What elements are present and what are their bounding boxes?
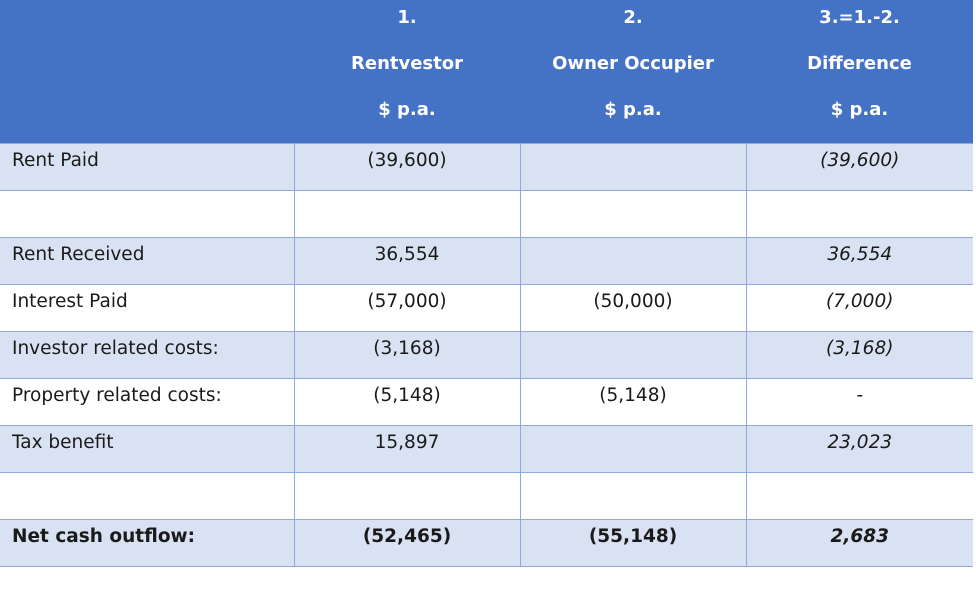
difference-value: (3,168) xyxy=(746,332,973,379)
header-cell-rentvestor xyxy=(294,0,520,144)
header-number: 3.=1.-2. xyxy=(819,7,900,28)
header-title: Owner Occupier xyxy=(552,53,714,74)
difference-value: (39,600) xyxy=(746,144,973,191)
rentvestor-value: 36,554 xyxy=(294,238,520,285)
difference-value: (7,000) xyxy=(746,285,973,332)
difference-value: - xyxy=(746,379,973,426)
row-label: Rent Paid xyxy=(0,144,294,191)
header-unit: $ p.a. xyxy=(604,99,662,120)
table-row xyxy=(0,332,973,379)
difference-value: 2,683 xyxy=(746,520,973,567)
rentvestor-value: (39,600) xyxy=(294,144,520,191)
row-label: Net cash outflow: xyxy=(0,520,294,567)
owner-occupier-value xyxy=(520,238,746,285)
header-unit: $ p.a. xyxy=(378,99,436,120)
header-unit: $ p.a. xyxy=(830,99,889,120)
rentvestor-value xyxy=(294,191,520,238)
header-cell-label xyxy=(0,0,294,144)
row-label xyxy=(0,191,294,238)
owner-occupier-value xyxy=(520,144,746,191)
row-label: Interest Paid xyxy=(0,285,294,332)
owner-occupier-value: (55,148) xyxy=(520,520,746,567)
row-label: Investor related costs: xyxy=(0,332,294,379)
difference-value: 36,554 xyxy=(746,238,973,285)
table-row xyxy=(0,285,973,332)
rentvestor-value: (57,000) xyxy=(294,285,520,332)
rentvestor-value: (3,168) xyxy=(294,332,520,379)
owner-occupier-value xyxy=(520,191,746,238)
owner-occupier-value: (50,000) xyxy=(520,285,746,332)
rentvestor-value xyxy=(294,473,520,520)
header-cell-difference xyxy=(746,0,973,144)
header-title: Difference xyxy=(807,53,912,74)
rentvestor-value: (5,148) xyxy=(294,379,520,426)
table-row xyxy=(0,191,973,238)
owner-occupier-value xyxy=(520,426,746,473)
header-number: 1. xyxy=(397,7,417,28)
header-cell-owner-occupier xyxy=(520,0,746,144)
header-title: Rentvestor xyxy=(351,53,463,74)
difference-value: 23,023 xyxy=(746,426,973,473)
owner-occupier-value xyxy=(520,332,746,379)
owner-occupier-value: (5,148) xyxy=(520,379,746,426)
difference-value xyxy=(746,191,973,238)
table-header-row xyxy=(0,0,973,144)
row-label: Property related costs: xyxy=(0,379,294,426)
row-label: Tax benefit xyxy=(0,426,294,473)
table-row xyxy=(0,238,973,285)
rentvestor-value: 15,897 xyxy=(294,426,520,473)
table-row xyxy=(0,426,973,473)
owner-occupier-value xyxy=(520,473,746,520)
table-row-total xyxy=(0,520,973,567)
rentvestor-value: (52,465) xyxy=(294,520,520,567)
row-label xyxy=(0,473,294,520)
table-row xyxy=(0,473,973,520)
header-number: 2. xyxy=(623,7,643,28)
difference-value xyxy=(746,473,973,520)
row-label: Rent Received xyxy=(0,238,294,285)
table-row xyxy=(0,379,973,426)
table-row xyxy=(0,144,973,191)
